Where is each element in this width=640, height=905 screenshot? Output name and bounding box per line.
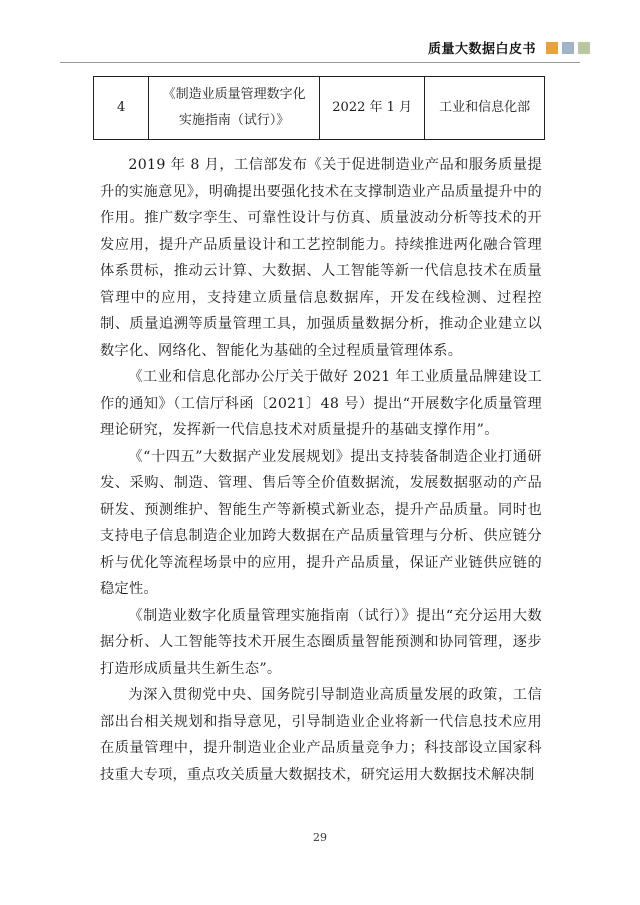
body-text: [100, 152, 542, 788]
paragraph: 为深入贯彻党中央、国务院引导制造业高质量发展的政策，工信部出台相关规划和指导意见，引导制造业企业将新一代信息技术应用在质量管理中，提升制造业企业产品质量竞争力；科技部设立国家科技重大专项，重点攻关质量大数据技术，研究运用大数据技术解决制: [100, 687, 542, 783]
table-row: [94, 77, 545, 140]
paragraph: 《工业和信息化部办公厅关于做好 2021 年工业质量品牌建设工作的通知》（工信厅科函〔2021〕48 号）提出“开展数字化质量管理理论研究，发挥新一代信息技术对质量提升的基础支撑作用”。: [100, 369, 542, 438]
document-title: 质量大数据白皮书: [427, 42, 536, 57]
policy-name-cell: 《制造业质量管理数字化实施指南（试行）》: [149, 77, 320, 140]
header-decoration: [546, 42, 590, 54]
paragraph: 《制造业数字化质量管理实施指南（试行）》提出“充分运用大数据分析、人工智能等技术开展生态圈质量智能预测和协同管理，逐步打造形成质量共生新生态”。: [100, 607, 542, 677]
orange-block-icon: [546, 42, 558, 54]
department-cell: 工业和信息化部: [425, 77, 545, 140]
blue-block-icon: [562, 42, 574, 54]
paragraph: 《“十四五”大数据产业发展规划》提出支持装备制造企业打通研发、采购、制造、管理、售后等全价值数据流，发展数据驱动的产品研发、预测维护、智能生产等新模式新业态，提升产品质量。同时也支持电子信息制造企业加跨大数据在产品质量管理与分析、供应链分析与优化等流程场景中的应用，提升产品质量，保证产业链供应链的稳定性。: [100, 448, 542, 597]
policy-table: [93, 76, 545, 140]
page-number: 29: [313, 831, 327, 844]
paragraph: 2019 年 8 月，工信部发布《关于促进制造业产品和服务质量提升的实施意见》，明确提出要强化技术在支撑制造业产品质量提升中的作用。推广数字孪生、可靠性设计与仿真、质量波动分析等技术的开发应用，提升产品质量设计和工艺控制能力。持续推进两化融合管理体系贯标，推动云计算、大数据、人工智能等新一代信息技术在质量管理中的应用，支持建立质量信息数据库，开发在线检测、过程控制、质量追溯等质量管理工具，加强质量数据分析，推动企业建立以数字化、网络化、智能化为基础的全过程质量管理体系。: [100, 157, 543, 359]
green-block-icon: [578, 42, 590, 54]
page-header: [428, 38, 590, 57]
issue-date-cell: 2022 年 1 月: [320, 77, 425, 140]
header-divider: [60, 62, 580, 63]
row-number-cell: 4: [94, 77, 149, 140]
